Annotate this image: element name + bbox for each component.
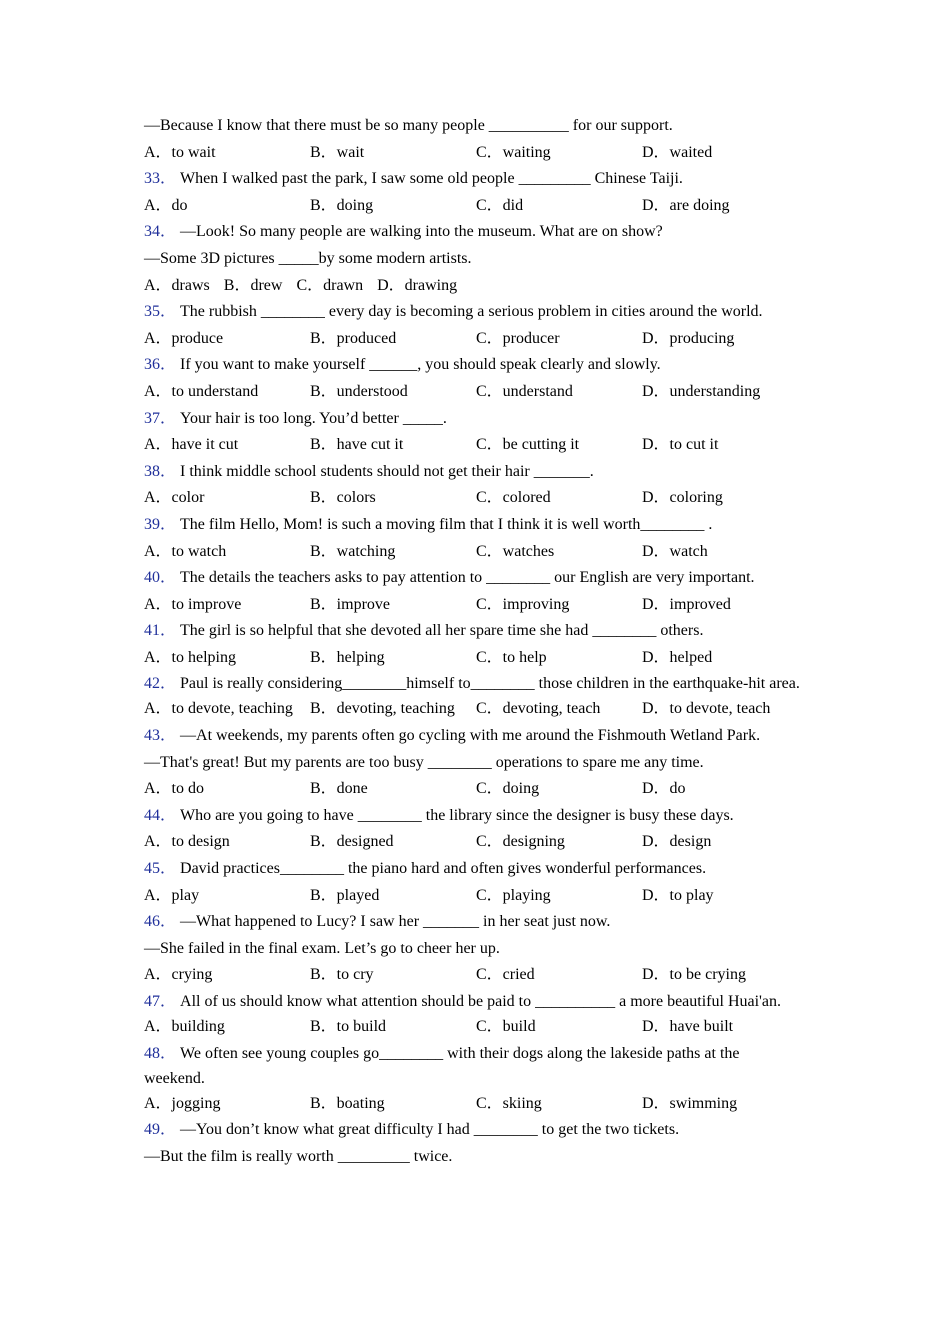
answer-option[interactable]: B．to cry xyxy=(310,966,374,984)
answer-option[interactable]: C．designing xyxy=(476,833,565,851)
answer-option[interactable]: A．to watch xyxy=(144,542,227,560)
answer-option[interactable]: C．devoting, teach xyxy=(476,700,601,718)
text-line: —She failed in the final exam. Let’s go to cheer her up. xyxy=(144,939,500,957)
question-number: 41． xyxy=(144,622,177,640)
answer-option[interactable]: C．be cutting it xyxy=(476,436,580,454)
answer-option[interactable]: B．done xyxy=(310,780,368,798)
answer-option[interactable]: A．to wait xyxy=(144,143,216,161)
question xyxy=(144,219,804,246)
question-number: 48． xyxy=(144,1044,177,1062)
question xyxy=(144,459,804,486)
question xyxy=(144,565,804,592)
answer-option[interactable]: D．understanding xyxy=(642,382,761,400)
answer-option[interactable]: A．crying xyxy=(144,966,213,984)
question xyxy=(144,406,804,433)
question-number: 37． xyxy=(144,409,177,427)
answer-option[interactable]: C．waiting xyxy=(476,143,551,161)
question-number: 44． xyxy=(144,806,177,824)
answer-option[interactable]: D．swimming xyxy=(642,1094,738,1112)
question xyxy=(144,1117,804,1144)
answer-option[interactable]: C．producer xyxy=(476,329,560,347)
answer-option[interactable]: A．play xyxy=(144,886,200,904)
question xyxy=(144,299,804,326)
answer-option[interactable]: C．improving xyxy=(476,595,570,613)
text-line: —But the film is really worth _________ twice. xyxy=(144,1147,453,1165)
answer-option[interactable]: D．to devote, teach xyxy=(642,700,771,718)
question-text: The details the teachers asks to pay attention to ________ our English are very important. xyxy=(180,569,755,587)
answer-option[interactable]: B．doing xyxy=(310,196,374,214)
question-text: The rubbish ________ every day is becoming a serious problem in cities around the world. xyxy=(180,303,763,321)
answer-option[interactable]: C．drawn xyxy=(296,276,364,294)
question-text: The film Hello, Mom! is such a moving film that I think it is well worth________ . xyxy=(180,515,713,533)
answer-options xyxy=(144,592,804,619)
answer-option[interactable]: B．boating xyxy=(310,1094,385,1112)
answer-option[interactable]: D．are doing xyxy=(642,196,730,214)
answer-options xyxy=(144,1091,804,1118)
answer-option[interactable]: B．produced xyxy=(310,329,397,347)
answer-option[interactable]: B．drew xyxy=(223,276,283,294)
question-number: 34． xyxy=(144,223,177,241)
question-number: 40． xyxy=(144,569,177,587)
answer-option[interactable]: C．watches xyxy=(476,542,555,560)
question-number: 43． xyxy=(144,727,177,745)
answer-option[interactable]: D．improved xyxy=(642,595,731,613)
question-text: The girl is so helpful that she devoted all her spare time she had ________ others. xyxy=(180,622,704,640)
answer-option[interactable]: D．drawing xyxy=(377,276,458,294)
question xyxy=(144,803,804,830)
question-number: 33． xyxy=(144,170,177,188)
answer-option[interactable]: A．color xyxy=(144,489,205,507)
question-number: 38． xyxy=(144,462,177,480)
answer-option[interactable]: B．colors xyxy=(310,489,376,507)
text-line: —That's great! But my parents are too busy ________ operations to spare me any time. xyxy=(144,753,704,771)
answer-option[interactable]: D．design xyxy=(642,833,712,851)
answer-option[interactable]: D．coloring xyxy=(642,489,723,507)
answer-option[interactable]: A．do xyxy=(144,196,188,214)
answer-option[interactable]: B．understood xyxy=(310,382,408,400)
question xyxy=(144,909,804,936)
answer-options xyxy=(144,1014,804,1041)
question-number: 42． xyxy=(144,675,177,693)
answer-option[interactable]: A．produce xyxy=(144,329,224,347)
answer-option[interactable]: A．to helping xyxy=(144,648,236,666)
answer-option[interactable]: B．devoting, teaching xyxy=(310,700,455,718)
answer-option[interactable]: A．draws xyxy=(144,276,210,294)
question-number: 45． xyxy=(144,860,177,878)
question-number: 47． xyxy=(144,993,177,1010)
answer-option[interactable]: C．build xyxy=(476,1018,536,1035)
answer-options xyxy=(144,883,804,910)
question-text: When I walked past the park, I saw some old people _________ Chinese Taiji. xyxy=(180,170,683,188)
question-text: —You don’t know what great difficulty I had ________ to get the two tickets. xyxy=(180,1121,680,1139)
answer-option[interactable]: B．helping xyxy=(310,648,385,666)
answer-option[interactable]: C．skiing xyxy=(476,1094,542,1112)
question xyxy=(144,512,804,539)
answer-options xyxy=(144,539,804,566)
answer-option[interactable]: A．to devote, teaching xyxy=(144,700,293,718)
question-text: I think middle school students should not get their hair _______. xyxy=(180,462,594,480)
answer-option[interactable]: C．to help xyxy=(476,648,547,666)
answer-option[interactable]: B．improve xyxy=(310,595,390,613)
answer-options xyxy=(144,776,804,803)
answer-option[interactable]: C．understand xyxy=(476,382,573,400)
answer-option[interactable]: C．doing xyxy=(476,780,540,798)
answer-option[interactable]: B．played xyxy=(310,886,380,904)
answer-option[interactable]: D．to be crying xyxy=(642,966,746,984)
answer-option[interactable]: C．playing xyxy=(476,886,551,904)
question-text: —At weekends, my parents often go cycling with me around the Fishmouth Wetland Park. xyxy=(180,727,761,745)
answer-option[interactable]: C．colored xyxy=(476,489,551,507)
answer-options xyxy=(144,193,804,220)
answer-options xyxy=(144,829,804,856)
answer-options xyxy=(144,962,804,989)
answer-options xyxy=(144,645,804,672)
answer-options xyxy=(144,696,804,723)
question xyxy=(144,989,804,1014)
answer-option[interactable]: A．to understand xyxy=(144,382,259,400)
text-line: —Some 3D pictures _____by some modern artists. xyxy=(144,249,472,267)
question xyxy=(144,671,804,696)
answer-option[interactable]: B．designed xyxy=(310,833,394,851)
question-text: We often see young couples go________ with their dogs along the lakeside paths at the weekend. xyxy=(144,1044,740,1087)
question xyxy=(144,856,804,883)
answer-options xyxy=(144,379,804,406)
question-text: David practices________ the piano hard and often gives wonderful performances. xyxy=(180,860,707,878)
question-text: All of us should know what attention should be paid to __________ a more beautiful Huai'an. xyxy=(180,993,782,1010)
answer-option[interactable]: A．jogging xyxy=(144,1094,221,1112)
question xyxy=(144,166,804,193)
answer-option[interactable]: D．to cut it xyxy=(642,436,719,454)
answer-options xyxy=(144,326,804,353)
question-text: Paul is really considering________himself to________ those children in the earthquake-hit area. xyxy=(180,675,800,693)
answer-option[interactable]: D．waited xyxy=(642,143,713,161)
question-text: —What happened to Lucy? I saw her _______ in her seat just now. xyxy=(180,913,611,931)
answer-option[interactable]: C．cried xyxy=(476,966,535,984)
answer-option[interactable]: D．do xyxy=(642,780,686,798)
answer-option[interactable]: A．building xyxy=(144,1018,225,1035)
answer-options xyxy=(144,432,804,459)
answer-options xyxy=(144,485,804,512)
answer-option[interactable]: B．watching xyxy=(310,542,396,560)
text-line: —Because I know that there must be so many people __________ for our support. xyxy=(144,117,673,134)
answer-option[interactable]: D．have built xyxy=(642,1018,734,1035)
answer-options xyxy=(144,273,804,300)
question-number: 36． xyxy=(144,356,177,374)
question xyxy=(144,352,804,379)
answer-option[interactable]: A．to design xyxy=(144,833,230,851)
question xyxy=(144,618,804,645)
answer-option[interactable]: C．did xyxy=(476,196,524,214)
answer-option[interactable]: D．helped xyxy=(642,648,713,666)
question-text: If you want to make yourself ______, you should speak clearly and slowly. xyxy=(180,356,661,374)
question-text: Who are you going to have ________ the library since the designer is busy these days. xyxy=(180,806,734,824)
answer-option[interactable]: B．to build xyxy=(310,1018,387,1035)
answer-option[interactable]: A．have it cut xyxy=(144,436,239,454)
question-number: 35． xyxy=(144,303,177,321)
question-text: Your hair is too long. You’d better _____. xyxy=(180,409,447,427)
question xyxy=(144,1041,804,1091)
question-text: —Look! So many people are walking into the museum. What are on show? xyxy=(180,223,663,241)
answer-option[interactable]: D．producing xyxy=(642,329,735,347)
answer-option[interactable]: D．to play xyxy=(642,886,714,904)
question-number: 39． xyxy=(144,515,177,533)
answer-options xyxy=(144,140,804,167)
answer-option[interactable]: A．to improve xyxy=(144,595,242,613)
question-number: 46． xyxy=(144,913,177,931)
exam-document xyxy=(144,113,804,1170)
answer-option[interactable]: B．have cut it xyxy=(310,436,404,454)
answer-option[interactable]: B．wait xyxy=(310,143,365,161)
question-number: 49． xyxy=(144,1121,177,1139)
answer-option[interactable]: D．watch xyxy=(642,542,708,560)
question xyxy=(144,723,804,750)
answer-option[interactable]: A．to do xyxy=(144,780,205,798)
